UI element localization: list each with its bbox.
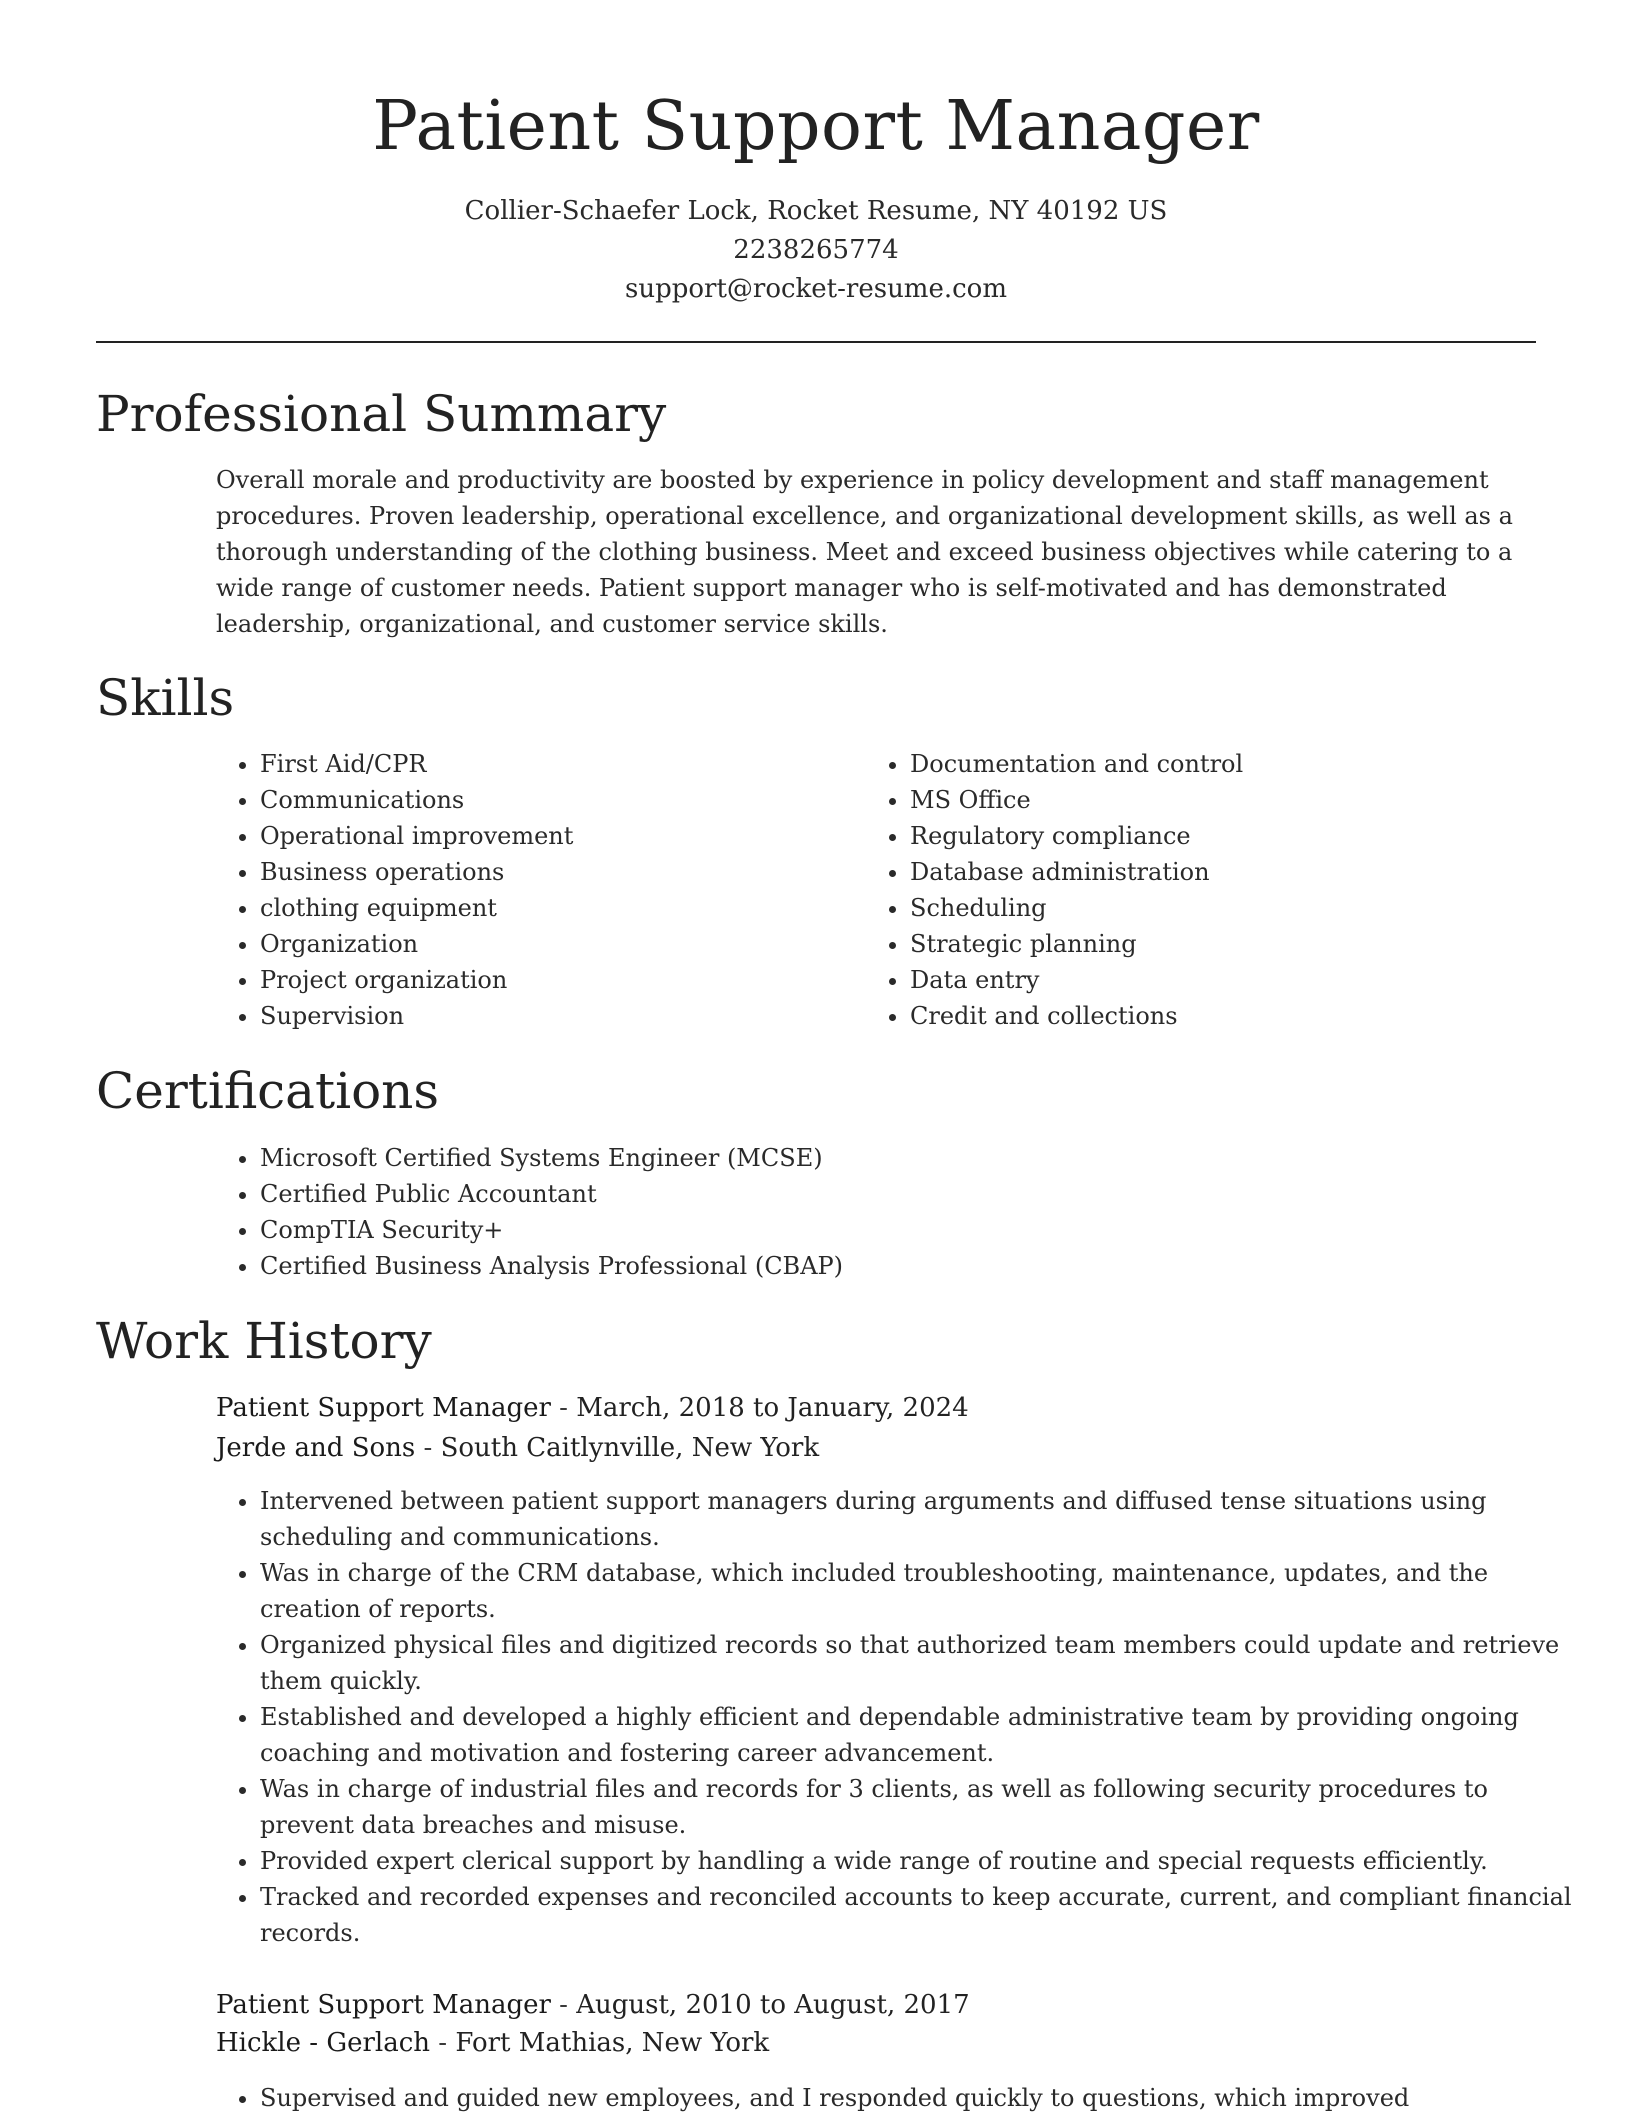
skill-item: • First Aid/CPR <box>260 746 860 782</box>
job-dates: August, 2010 to August, 2017 <box>576 1990 970 2020</box>
job-separator: - <box>415 1433 441 1463</box>
job-bullet: • Was in charge of the CRM database, which included troubleshooting, maintenance, updates, and the creation of reports. <box>260 1555 1586 1627</box>
skills-list-left <box>216 746 860 1034</box>
skill-item: • Business operations <box>260 854 860 890</box>
skill-item: • Operational improvement <box>260 818 860 854</box>
job-title: Patient Support Manager <box>216 1990 551 2020</box>
job-bullet: • Intervened between patient support managers during arguments and diffused tense situations using scheduling and communications. <box>260 1483 1586 1555</box>
skill-item: • Communications <box>260 782 860 818</box>
job-company-line <box>216 1429 819 1467</box>
certification-item: • CompTIA Security+ <box>260 1212 1580 1248</box>
section-title-work-history: Work History <box>96 1312 432 1370</box>
job-bullets <box>216 1483 1586 1951</box>
job-company: Hickle - Gerlach <box>216 2028 431 2058</box>
job-bullet: • Established and developed a highly efficient and dependable administrative team by providing ongoing coaching and motivation and fostering career advancement. <box>260 1699 1586 1771</box>
skill-item: • Organization <box>260 926 860 962</box>
job-company-line <box>216 2024 769 2062</box>
job-bullet: • Organized physical files and digitized records so that authorized team members could update and retrieve them quickly. <box>260 1627 1586 1699</box>
contact-email: support@rocket-resume.com <box>624 274 1007 304</box>
job-location: South Caitlynville, New York <box>440 1433 820 1463</box>
section-title-skills: Skills <box>96 669 235 727</box>
certification-item: • Microsoft Certified Systems Engineer (MCSE) <box>260 1140 1580 1176</box>
skill-item: • Regulatory compliance <box>910 818 1570 854</box>
job-title-line <box>216 1986 970 2024</box>
certifications-list <box>216 1140 1580 1284</box>
skill-item: • Credit and collections <box>910 998 1570 1034</box>
job-bullet: • Was in charge of industrial files and records for 3 clients, as well as following security procedures to prevent data breaches and misuse. <box>260 1771 1586 1843</box>
contact-phone: 2238265774 <box>733 235 899 265</box>
skill-item: • Data entry <box>910 962 1570 998</box>
skill-item: • Database administration <box>910 854 1570 890</box>
job-bullets <box>216 2080 1586 2116</box>
skill-item: • MS Office <box>910 782 1570 818</box>
job-bullet: • Provided expert clerical support by handling a wide range of routine and special requests efficiently. <box>260 1843 1586 1879</box>
skill-item: • clothing equipment <box>260 890 860 926</box>
job-bullet: • Supervised and guided new employees, and I responded quickly to questions, which improved <box>260 2080 1586 2116</box>
skill-item: • Documentation and control <box>910 746 1570 782</box>
skills-list-right <box>866 746 1570 1034</box>
job-separator: - <box>430 2028 456 2058</box>
header-divider <box>96 341 1536 343</box>
summary-text: Overall morale and productivity are boosted by experience in policy development and staff management procedures. Proven leadership, operational excellence, and organizational development skills, as well as a thorough understanding of the clothing business. Meet and exceed business objectives while catering to a wide range of customer needs. Patient support manager who is self-motivated and has demonstrated leadership, organizational, and customer service skills. <box>216 466 1513 638</box>
certification-item: • Certified Public Accountant <box>260 1176 1580 1212</box>
job-company: Jerde and Sons <box>216 1433 416 1463</box>
job-title: Patient Support Manager <box>216 1393 551 1423</box>
job-title-line <box>216 1389 969 1427</box>
skill-item: • Project organization <box>260 962 860 998</box>
job-location: Fort Mathias, New York <box>455 2028 770 2058</box>
section-title-summary: Professional Summary <box>96 385 667 443</box>
contact-address: Collier-Schaefer Lock, Rocket Resume, NY 40192 US <box>464 196 1168 226</box>
skill-item: • Scheduling <box>910 890 1570 926</box>
job-bullet: • Tracked and recorded expenses and reconciled accounts to keep accurate, current, and compliant financial records. <box>260 1879 1586 1951</box>
certification-item: • Certified Business Analysis Professional (CBAP) <box>260 1248 1580 1284</box>
job-separator: - <box>550 1393 577 1423</box>
resume-name: Patient Support Manager <box>372 87 1260 166</box>
job-dates: March, 2018 to January, 2024 <box>576 1393 969 1423</box>
job-separator: - <box>550 1990 577 2020</box>
section-title-certifications: Certifications <box>96 1062 440 1120</box>
skill-item: • Supervision <box>260 998 860 1034</box>
skill-item: • Strategic planning <box>910 926 1570 962</box>
contact-block <box>0 192 1632 309</box>
